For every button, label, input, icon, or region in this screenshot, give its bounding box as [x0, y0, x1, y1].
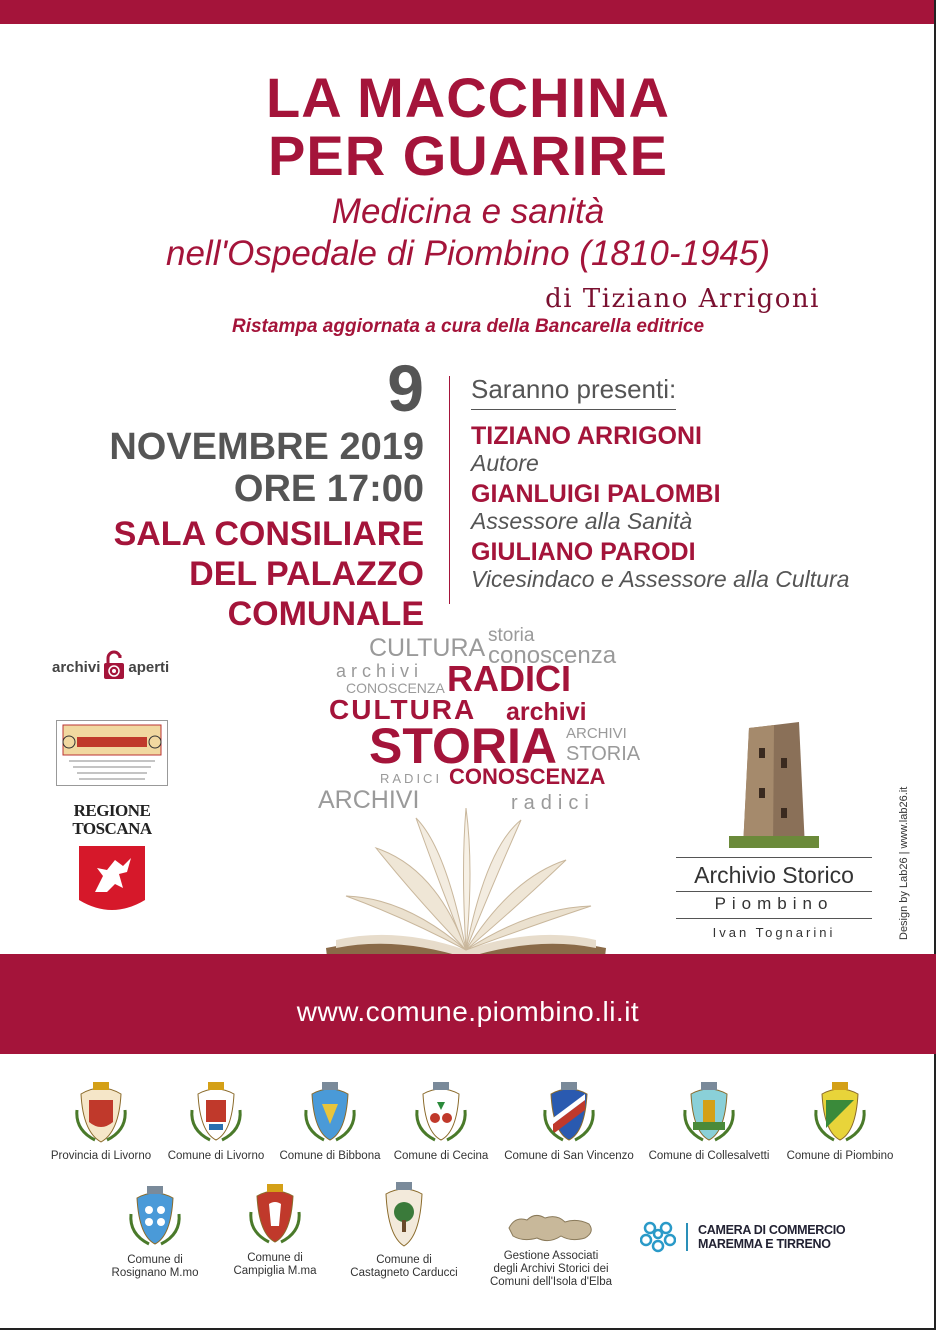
word-cloud-word: storia — [488, 625, 535, 646]
sponsor-logo — [100, 1184, 210, 1280]
elba-line-1: Gestione Associati — [503, 1250, 599, 1262]
subtitle-line-2: nell'Ospedale di Piombino (1810-1945) — [165, 234, 770, 273]
speaker-name: GIULIANO PARODI — [471, 538, 696, 566]
word-cloud-word: RADICI — [380, 771, 443, 786]
regione-toscana-logo — [72, 802, 152, 925]
word-cloud-word: RADICI — [447, 658, 571, 699]
event-details — [109, 352, 424, 634]
sponsor-logo — [42, 1080, 160, 1163]
reprint-note: Ristampa aggiornata a cura della Bancarella editrice — [231, 316, 705, 337]
archivio-city: Piombino — [676, 894, 872, 919]
sponsor-label-line-2: Campiglia M.ma — [233, 1265, 317, 1277]
event-day: 9 — [387, 351, 424, 425]
speakers — [471, 374, 849, 596]
top-bar — [0, 0, 936, 24]
archivi-aperti-logo — [52, 650, 169, 684]
regione-line-2: TOSCANA — [72, 819, 152, 838]
sponsor-label: Comune di Livorno — [167, 1150, 265, 1162]
crest-icon — [411, 1080, 471, 1146]
sponsor-label-line-1: Comune di — [127, 1254, 183, 1266]
sponsor-logo — [496, 1080, 642, 1163]
elba-line-3: Comuni dell'Isola d'Elba — [489, 1276, 612, 1288]
word-cloud-word: conoscenza — [488, 642, 617, 669]
pegasus-icon — [72, 844, 152, 925]
word-cloud-word: STORIA — [566, 743, 641, 765]
website-link[interactable]: www.comune.piombino.li.it — [296, 996, 640, 1027]
sponsor-logo — [388, 1080, 494, 1163]
crest-icon — [300, 1080, 360, 1146]
sponsor-logo — [272, 1080, 388, 1163]
crest-icon — [810, 1080, 870, 1146]
sponsor-logo — [160, 1080, 272, 1163]
title-line-2: PER GUARIRE — [268, 124, 668, 187]
sponsor-label: Comune di Piombino — [786, 1150, 894, 1162]
archivio-storico-logo — [676, 718, 872, 940]
speaker-role: Vicesindaco e Assessore alla Cultura — [471, 566, 850, 592]
sponsor-label: Comune di Bibbona — [279, 1150, 381, 1162]
elba-logo — [484, 1210, 618, 1289]
sponsor-label-line-1: Comune di — [247, 1252, 303, 1264]
elba-map-icon — [505, 1210, 597, 1246]
word-cloud-word: CONOSCENZA — [346, 680, 445, 696]
sponsor-logo — [342, 1180, 466, 1280]
event-venue-1: SALA CONSILIARE — [113, 515, 424, 553]
word-cloud-word: ARCHIVI — [318, 786, 420, 814]
event-time: ORE 17:00 — [233, 468, 424, 510]
crest-icon — [539, 1080, 599, 1146]
subtitle-line-1: Medicina e sanità — [331, 192, 605, 231]
camera-line-2: MAREMMA E TIRRENO — [698, 1237, 831, 1251]
speaker-role: Autore — [471, 450, 539, 476]
bancarella-logo — [56, 720, 168, 786]
word-cloud-word: ARCHIVI — [566, 725, 627, 742]
padlock-icon — [103, 650, 125, 684]
speakers-heading: Saranno presenti: — [471, 374, 676, 410]
title-line-1: LA MACCHINA — [266, 66, 670, 129]
author: di Tiziano Arrigoni — [545, 284, 820, 314]
camera-line-1: CAMERA DI COMMERCIO — [698, 1223, 846, 1237]
sponsor-label: Comune di Cecina — [393, 1150, 489, 1162]
aperti-word: aperti — [128, 658, 170, 676]
word-cloud-word: archivi — [506, 698, 587, 726]
speaker-name: GIANLUIGI PALOMBI — [471, 480, 721, 508]
sponsor-label: Comune di San Vincenzo — [504, 1150, 634, 1162]
archivi-word: archivi — [52, 658, 101, 676]
crest-icon — [71, 1080, 131, 1146]
camera-logo-icon — [640, 1220, 676, 1254]
word-cloud-word: CONOSCENZA — [449, 764, 606, 789]
sponsor-label-line-2: Castagneto Carducci — [350, 1267, 458, 1279]
crest-icon — [374, 1180, 434, 1250]
word-cloud-word: STORIA — [369, 718, 557, 774]
speaker-name: TIZIANO ARRIGONI — [471, 422, 703, 450]
crest-icon — [186, 1080, 246, 1146]
sponsor-label: Provincia di Livorno — [50, 1150, 152, 1162]
camera-text — [686, 1223, 845, 1251]
event-venue-3: COMUNALE — [227, 595, 424, 633]
word-cloud-word: archivi — [336, 661, 424, 681]
camera-commercio-logo — [640, 1220, 845, 1254]
sponsor-logo — [642, 1080, 776, 1163]
elba-line-2: degli Archivi Storici dei — [493, 1263, 609, 1275]
sponsor-label: Comune di Collesalvetti — [648, 1150, 770, 1162]
sponsor-logo — [778, 1080, 902, 1163]
sponsor-label-line-1: Comune di — [376, 1254, 432, 1266]
speaker-role: Assessore alla Sanità — [471, 508, 693, 534]
event-venue-2: DEL PALAZZO — [189, 555, 424, 593]
regione-line-1: REGIONE — [73, 801, 151, 820]
archivio-name: Ivan Tognarini — [712, 925, 836, 940]
crest-icon — [245, 1182, 305, 1248]
word-cloud-word: CULTURA — [369, 634, 486, 662]
crest-icon — [679, 1080, 739, 1146]
archivio-title: Archivio Storico — [676, 857, 872, 892]
sponsor-logo — [222, 1182, 328, 1278]
word-cloud-word: CULTURA — [329, 694, 477, 725]
design-credit: Design by Lab26 | www.lab26.it — [898, 786, 910, 940]
sponsor-label-line-2: Rosignano M.mo — [111, 1267, 199, 1279]
crest-icon — [125, 1184, 185, 1250]
divider — [449, 376, 450, 604]
event-month-year: NOVEMBRE 2019 — [109, 426, 424, 468]
word-cloud-word: radici — [511, 792, 595, 814]
tower-icon — [676, 718, 872, 853]
